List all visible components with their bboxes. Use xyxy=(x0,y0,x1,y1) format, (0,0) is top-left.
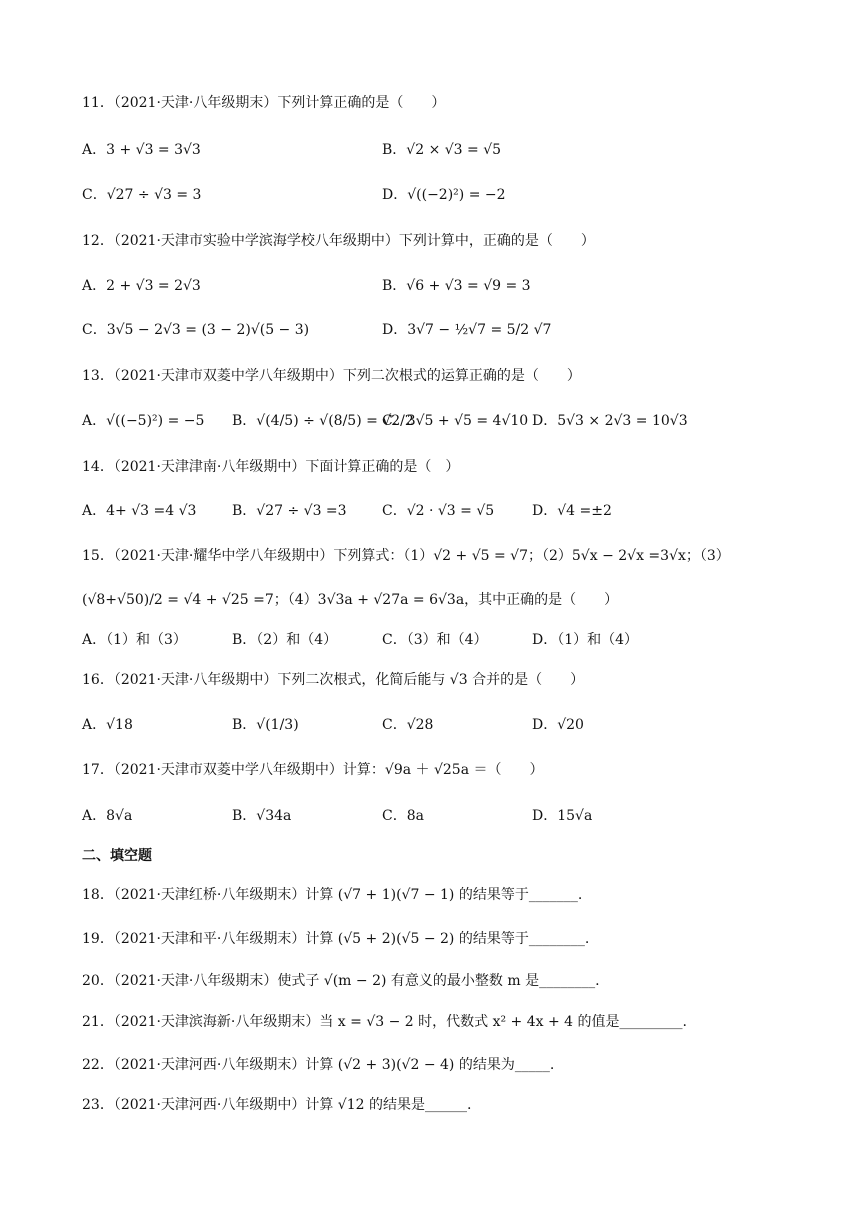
question-13-option-a: A．√((−5)²) = −5 xyxy=(82,413,205,429)
question-13-option-b: B．√(4/5) ÷ √(8/5) = √2/2 xyxy=(232,413,414,429)
question-11-option-c: C．√27 ÷ √3 = 3 xyxy=(82,187,202,203)
question-12-option-b: B．√6 + √3 = √9 = 3 xyxy=(382,278,531,294)
question-19: 19．（2021·天津和平·八年级期末）计算 (√5 + 2)(√5 − 2) 的结果等于________. xyxy=(82,931,590,947)
question-12-stem: 12．（2021·天津市实验中学滨海学校八年级期中）下列计算中，正确的是（ ） xyxy=(82,233,595,249)
question-16-option-d: D．√20 xyxy=(532,717,584,733)
question-15-option-d: D．（1）和（4） xyxy=(532,632,639,648)
question-17-stem: 17．（2021·天津市双菱中学八年级期中）计算：√9a ＋ √25a ＝（ ） xyxy=(82,762,544,778)
question-11-stem: 11．（2021·天津·八年级期末）下列计算正确的是（ ） xyxy=(82,95,446,111)
question-18: 18．（2021·天津红桥·八年级期末）计算 (√7 + 1)(√7 − 1) 的结果等于_______. xyxy=(82,887,583,903)
question-15-option-a: A．（1）和（3） xyxy=(82,632,187,648)
question-15-option-b: B．（2）和（4） xyxy=(232,632,338,648)
question-11-option-b: B．√2 × √3 = √5 xyxy=(382,142,502,158)
question-12-option-c: C．3√5 − 2√3 = (3 − 2)√(5 − 3) xyxy=(82,322,310,338)
question-20: 20．（2021·天津·八年级期末）使式子 √(m − 2) 有意义的最小整数 m 是________. xyxy=(82,973,600,989)
question-12-option-d: D．3√7 − ½√7 = 5/2 √7 xyxy=(382,322,552,338)
question-13-stem: 13．（2021·天津市双菱中学八年级期中）下列二次根式的运算正确的是（ ） xyxy=(82,368,581,384)
section-heading-fill-in: 二、填空题 xyxy=(82,848,152,864)
question-16-option-c: C．√28 xyxy=(382,717,434,733)
question-11-option-d: D．√((−2)²) = −2 xyxy=(382,187,506,203)
question-14-option-b: B．√27 ÷ √3 =3 xyxy=(232,503,347,519)
question-14-stem: 14．（2021·天津津南·八年级期中）下面计算正确的是（ ） xyxy=(82,459,460,475)
question-13-option-c: C．3√5 + √5 = 4√10 xyxy=(382,413,529,429)
question-15-stem-line1: 15．（2021·天津·耀华中学八年级期中）下列算式：（1）√2 + √5 = √7；（2）5√x − 2√x =3√x；（3） xyxy=(82,548,730,564)
question-14-option-d: D．√4 =±2 xyxy=(532,503,612,519)
question-16-option-b: B．√(1/3) xyxy=(232,717,299,733)
question-14-option-a: A．4+ √3 =4 √3 xyxy=(82,503,197,519)
question-16-stem: 16．（2021·天津·八年级期中）下列二次根式，化简后能与 √3 合并的是（ ） xyxy=(82,672,585,688)
question-17-option-a: A．8√a xyxy=(82,808,133,824)
question-15-stem-line2: (√8+√50)/2 = √4 + √25 =7；（4）3√3a + √27a = 6√3a，其中正确的是（ ） xyxy=(82,592,619,608)
question-21: 21．（2021·天津滨海新·八年级期末）当 x = √3 − 2 时，代数式 x² + 4x + 4 的值是_________. xyxy=(82,1014,687,1030)
question-17-option-b: B．√34a xyxy=(232,808,292,824)
question-11-option-a: A．3 + √3 = 3√3 xyxy=(82,142,201,158)
question-12-option-a: A．2 + √3 = 2√3 xyxy=(82,278,201,294)
question-15-option-c: C．（3）和（4） xyxy=(382,632,488,648)
question-17-option-d: D．15√a xyxy=(532,808,593,824)
question-13-option-d: D．5√3 × 2√3 = 10√3 xyxy=(532,413,688,429)
question-17-option-c: C．8a xyxy=(382,808,424,824)
question-22: 22．（2021·天津河西·八年级期末）计算 (√2 + 3)(√2 − 4) 的结果为_____. xyxy=(82,1057,555,1073)
question-14-option-c: C．√2 · √3 = √5 xyxy=(382,503,495,519)
question-16-option-a: A．√18 xyxy=(82,717,133,733)
question-23: 23．（2021·天津河西·八年级期中）计算 √12 的结果是______. xyxy=(82,1097,472,1113)
